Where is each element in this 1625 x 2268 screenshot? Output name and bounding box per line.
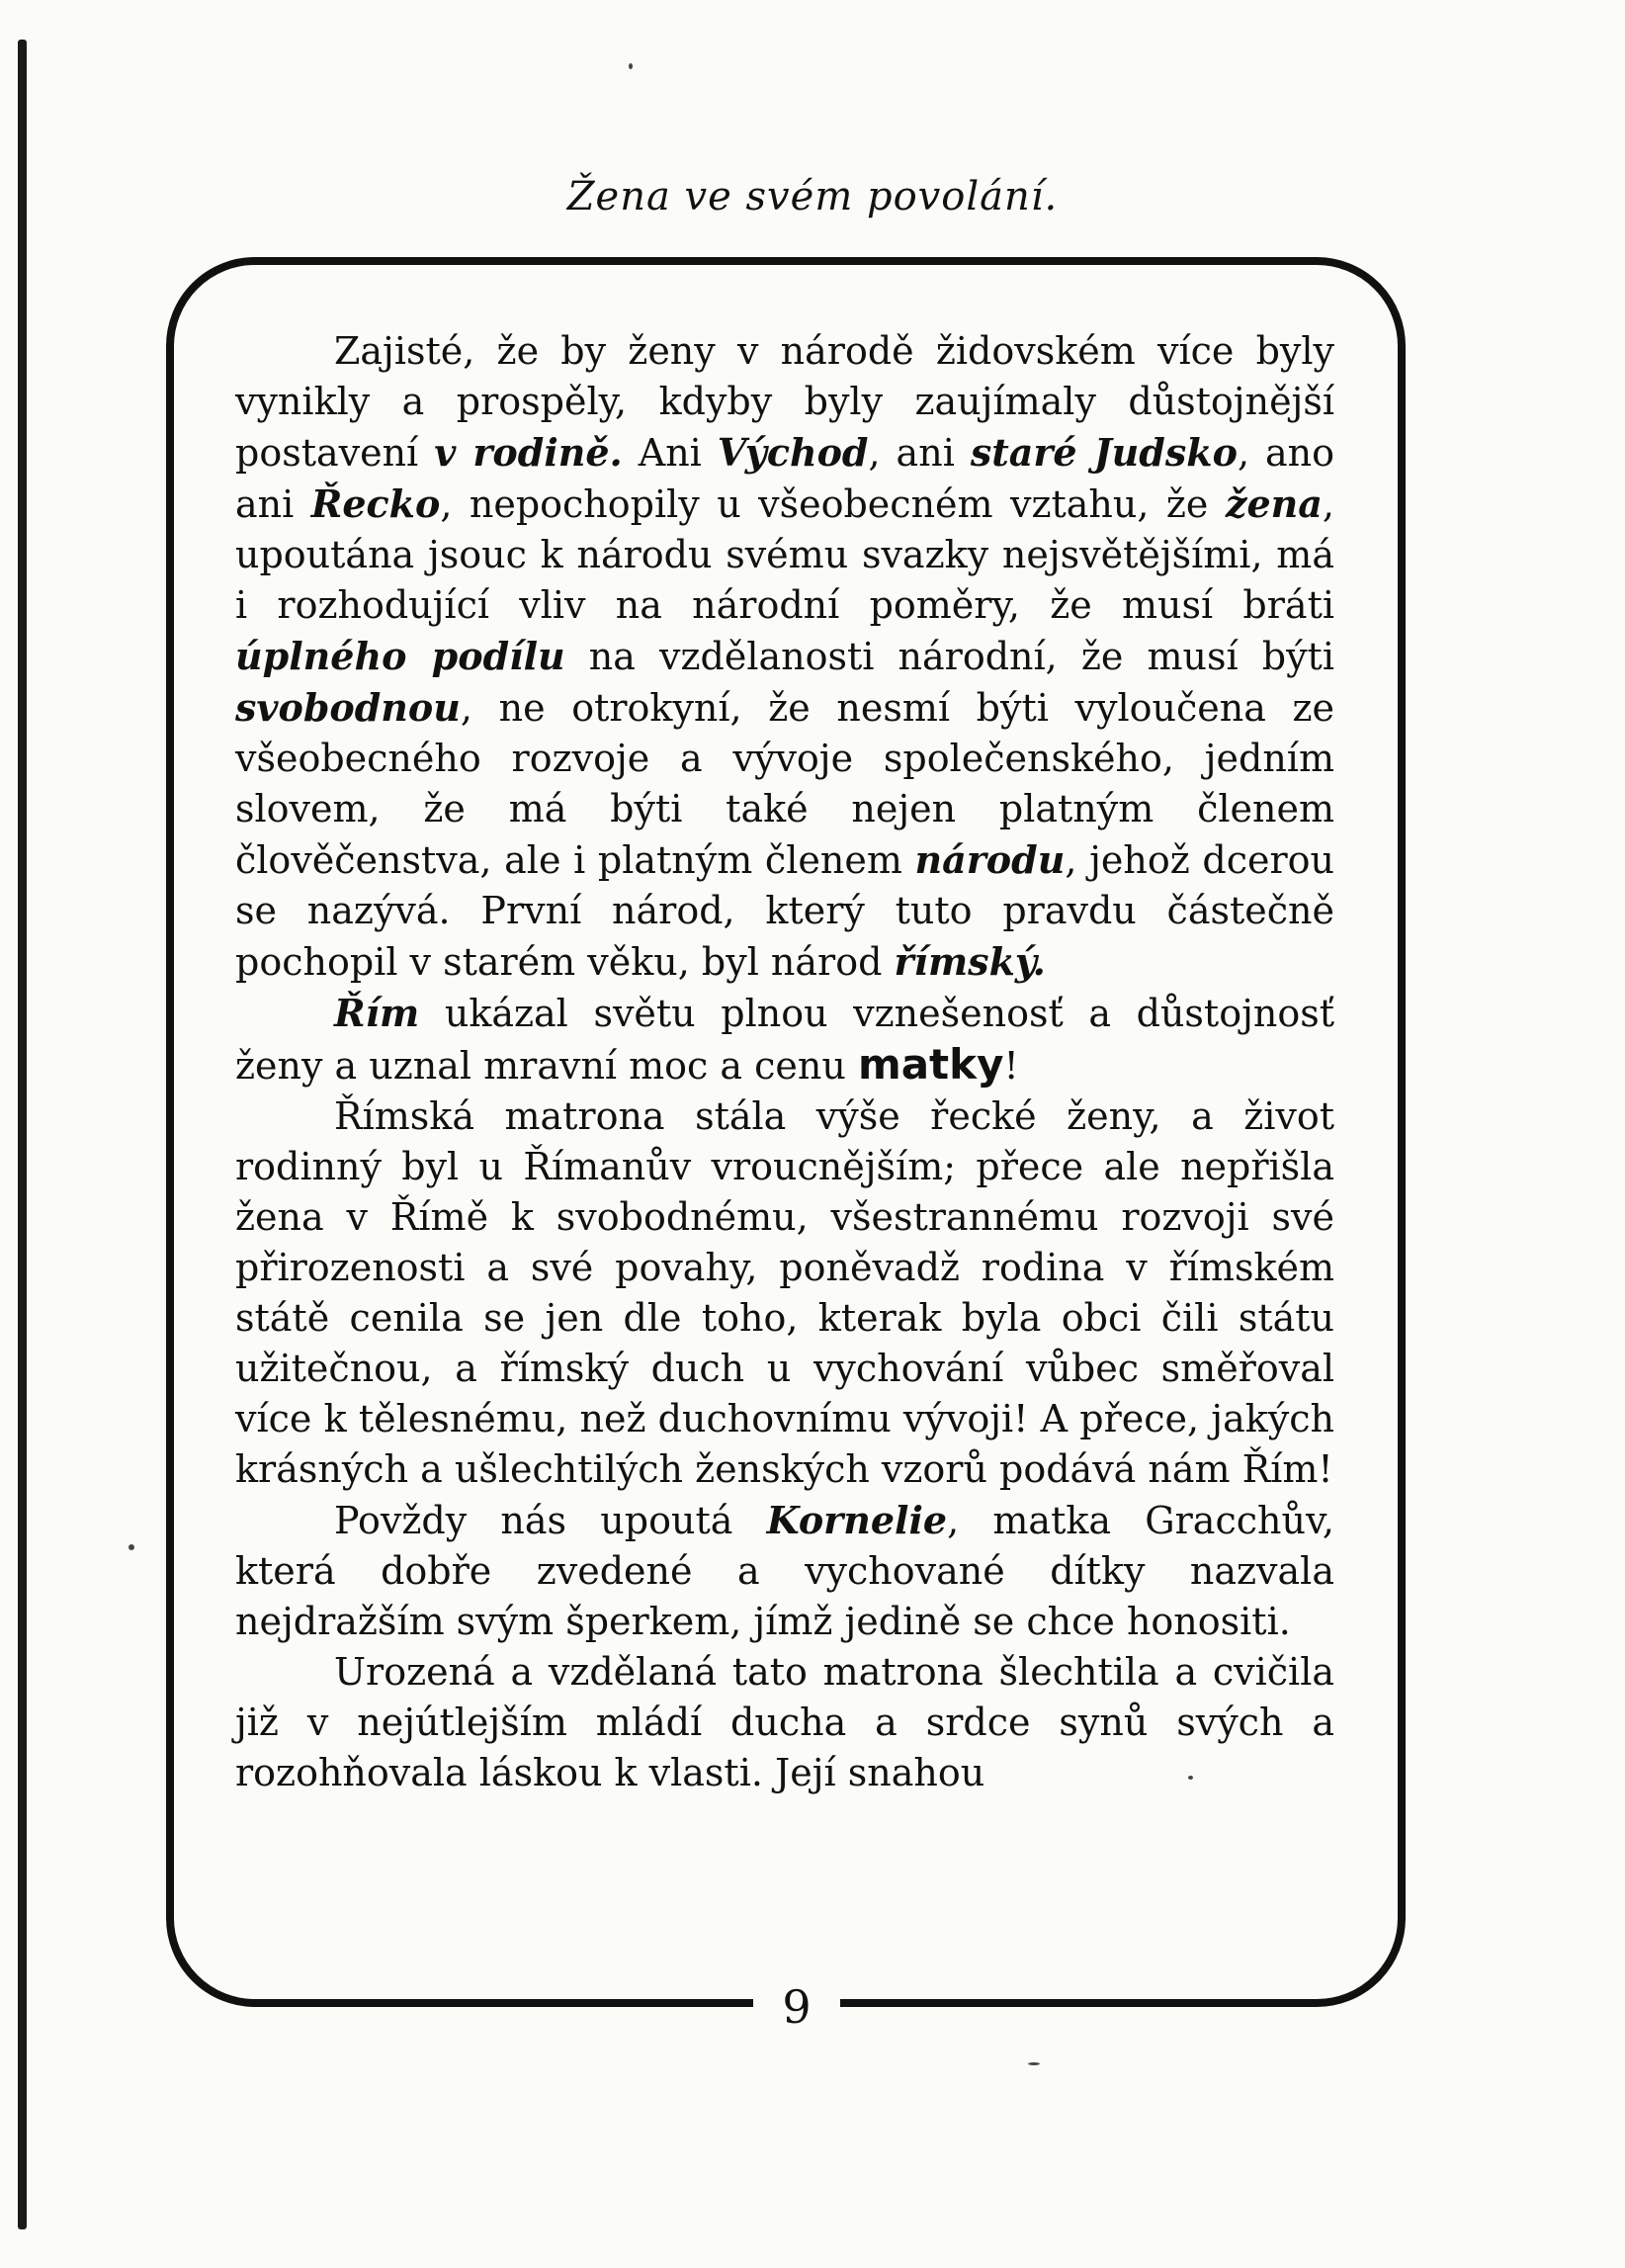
text-run: , upoutána jsouc k národu svému svazky nejsvětějšími, má i rozhodující vliv na národní poměry, že musí bráti <box>235 482 1334 627</box>
print-speck <box>128 1544 134 1550</box>
emphasized-text: Řím <box>334 991 420 1035</box>
paragraph <box>235 1647 1334 1798</box>
paragraph <box>235 988 1334 1091</box>
text-run: Ani <box>622 431 718 475</box>
text-run: na vzdělanosti národní, že musí býti <box>564 635 1334 678</box>
paragraph <box>235 1091 1334 1495</box>
print-speck <box>629 63 633 69</box>
body-text <box>235 326 1334 1798</box>
text-run: , ani <box>868 431 971 475</box>
emphasized-text: Kornelie <box>766 1498 948 1542</box>
text-run: , nepochopily u všeobecném vztahu, že <box>440 482 1226 526</box>
text-run: , ne otrokyní, že nesmí býti vyloučena ze všeobecného rozvoje a vývoje společenského, jedním slovem, že má býti také nejen platným členem člověčenstva, ale i platným členem <box>235 686 1334 882</box>
book-spine-edge <box>18 40 27 2229</box>
print-speck <box>1028 2062 1040 2065</box>
emphasized-text: žena <box>1225 481 1323 526</box>
text-run: , matka Gracchův, která dobře zvedené a vychované dítky nazvala nejdražším svým šperkem, jímž jedině se chce honositi. <box>235 1499 1334 1643</box>
emphasized-text: Východ <box>717 430 869 475</box>
text-run: , ano ani <box>235 431 1335 526</box>
text-run: Římská matrona stála výše řecké ženy, a život rodinný byl u Římanův vroucnějším; přece ale nepřišla žena v Římě k svobodnému, všestrannému rozvoji své přirozenosti a své povahy, poněvadž rodina v římském státě cenila se jen dle toho, kterak byla obci čili státu užitečnou, a římský duch u vychování vůbec směřoval více k tělesnému, než duchovnímu vývoji! A přece, jakých krásných a ušlechtilých ženských vzorů podává nám Řím! <box>235 1094 1334 1491</box>
paragraph <box>235 326 1334 988</box>
text-run: ! <box>1003 1044 1019 1088</box>
emphasized-text: staré Judsko <box>970 430 1238 475</box>
page-number: 9 <box>753 1975 840 2039</box>
emphasized-text: svobodnou <box>235 685 461 730</box>
emphasized-text: úplného podílu <box>235 634 565 678</box>
emphasized-text: národu <box>914 837 1066 882</box>
emphasized-text: v rodině. <box>434 430 623 475</box>
running-head: Žena ve svém povolání. <box>566 174 1059 219</box>
emphasized-text: Řecko <box>310 481 441 526</box>
text-run: ukázal světu plnou vznešenosť a důstojnosť ženy a uznal mravní moc a cenu <box>235 992 1334 1088</box>
text-run: , jehož dcerou se nazývá. První národ, který tuto pravdu částečně pochopil v starém věku, byl národ <box>235 838 1334 984</box>
paragraph <box>235 1495 1334 1647</box>
text-run: Zajisté, že by ženy v národě židovském více byly vynikly a prospěly, kdyby byly zaujímaly důstojnější postavení <box>235 329 1334 475</box>
text-run: Urozená a vzdělaná tato matrona šlechtila a cvičila již v nejútlejším mládí ducha a srdce synů svých a rozohňovala láskou k vlasti. Její snahou <box>235 1650 1334 1794</box>
bold-text: matky <box>857 1040 1004 1089</box>
text-run: Povždy nás upoutá <box>334 1499 767 1542</box>
emphasized-text: římský. <box>894 939 1046 984</box>
